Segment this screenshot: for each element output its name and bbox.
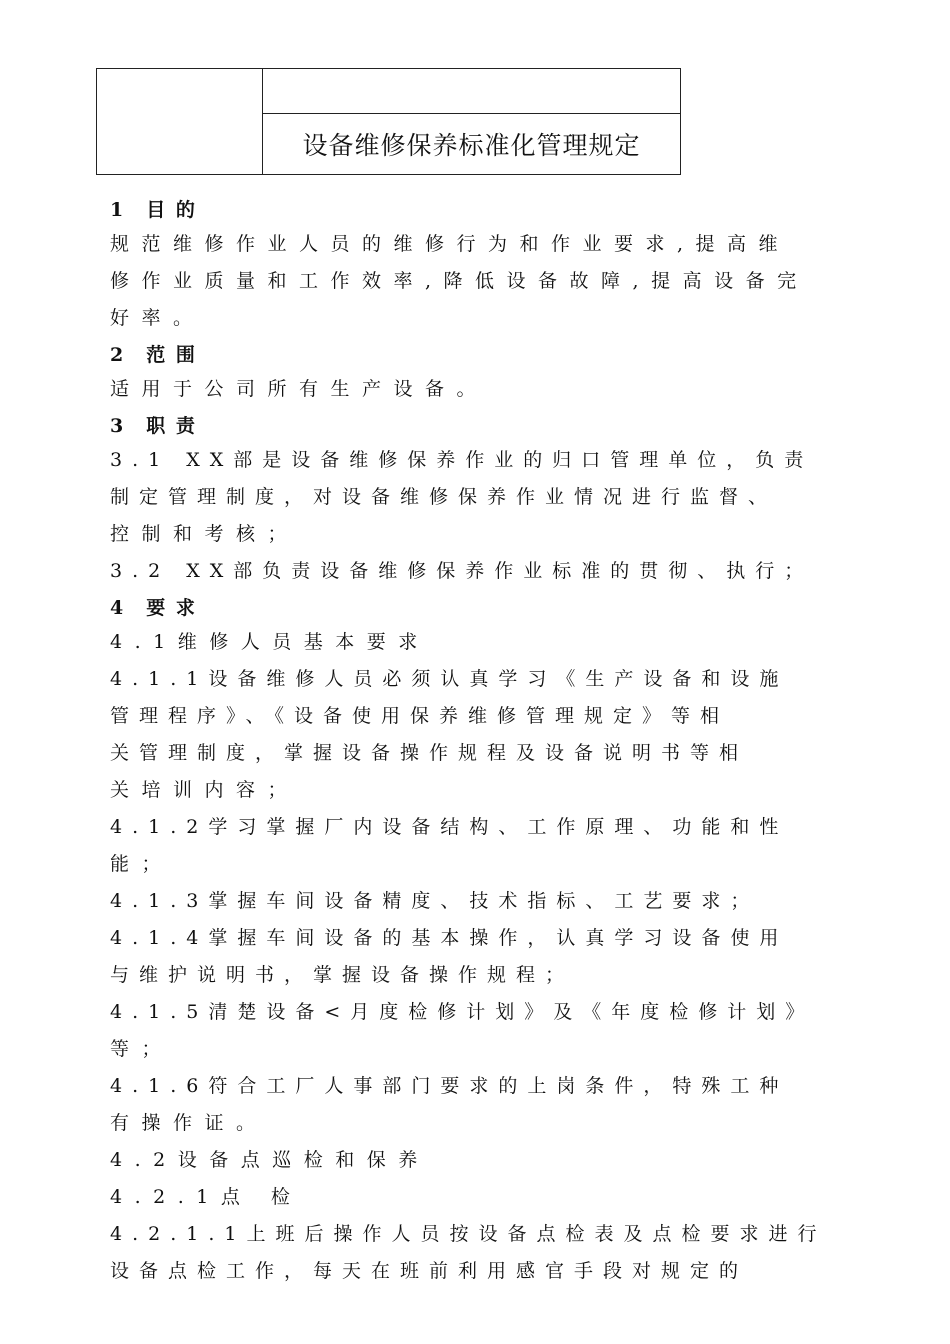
- paragraph-line: 4.1.3掌握车间设备精度、技术指标、工艺要求；: [110, 890, 760, 912]
- paragraph-line: 能；: [110, 853, 174, 875]
- paragraph-line: 适用于公司所有生产设备。: [110, 378, 489, 400]
- subsection-heading: 4.2.1点 检: [110, 1186, 303, 1208]
- paragraph-line: 管理程序》、《设备使用保养维修管理规定》等相: [110, 705, 730, 727]
- paragraph-line: 控制和考核；: [110, 523, 300, 545]
- subsection-heading: 4.2设备点巡检和保养: [110, 1149, 430, 1171]
- paragraph-line: 有操作证。: [110, 1112, 268, 1134]
- document-body: [110, 197, 850, 1295]
- logo-cell: [97, 69, 263, 174]
- header-top-cell: [263, 69, 680, 114]
- header-table: [96, 68, 681, 175]
- paragraph-line: 修作业质量和工作效率,降低设备故障,提高设备完: [110, 270, 809, 292]
- subsection-heading: 4.1维修人员基本要求: [110, 631, 430, 653]
- paragraph-line: 4.1.5清楚设备<月度检修计划》及《年度检修计划》: [110, 1001, 815, 1023]
- paragraph-line: 关管理制度，掌握设备操作规程及设备说明书等相: [110, 742, 749, 764]
- paragraph-line: 等；: [110, 1038, 174, 1060]
- section-heading-purpose: 1 目 的: [110, 199, 197, 221]
- section-heading-requirements: 4 要 求: [110, 597, 197, 619]
- section-heading-duties: 3 职 责: [110, 415, 197, 437]
- paragraph-line: 3.1 XX部是设备维修保养作业的归口管理单位，负责: [110, 449, 814, 471]
- paragraph-line: 规范维修作业人员的维修行为和作业要求,提高维: [110, 233, 791, 255]
- paragraph-line: 设备点检工作，每天在班前利用感官手段对规定的: [110, 1260, 749, 1282]
- paragraph-line: 4.1.6符合工厂人事部门要求的上岗条件，特殊工种: [110, 1075, 789, 1097]
- section-heading-scope: 2 范 围: [110, 344, 197, 366]
- paragraph-line: 与维护说明书，掌握设备操作规程；: [110, 964, 575, 986]
- paragraph-line: 制定管理制度，对设备维修保养作业情况进行监督、: [110, 486, 778, 508]
- paragraph-line: 4.1.1设备维修人员必须认真学习《生产设备和设施: [110, 668, 789, 690]
- paragraph-line: 4.1.2学习掌握厂内设备结构、工作原理、功能和性: [110, 816, 789, 838]
- paragraph-line: 关培训内容；: [110, 779, 300, 801]
- paragraph-line: 3.2 XX部负责设备维修保养作业标准的贯彻、执行；: [110, 560, 814, 582]
- document-title: 设备维修保养标准化管理规定: [302, 131, 641, 160]
- paragraph-line: 好率。: [110, 307, 205, 329]
- paragraph-line: 4.1.4掌握车间设备的基本操作，认真学习设备使用: [110, 927, 789, 949]
- paragraph-line: 4.2.1.1上班后操作人员按设备点检表及点检要求进行: [110, 1223, 827, 1245]
